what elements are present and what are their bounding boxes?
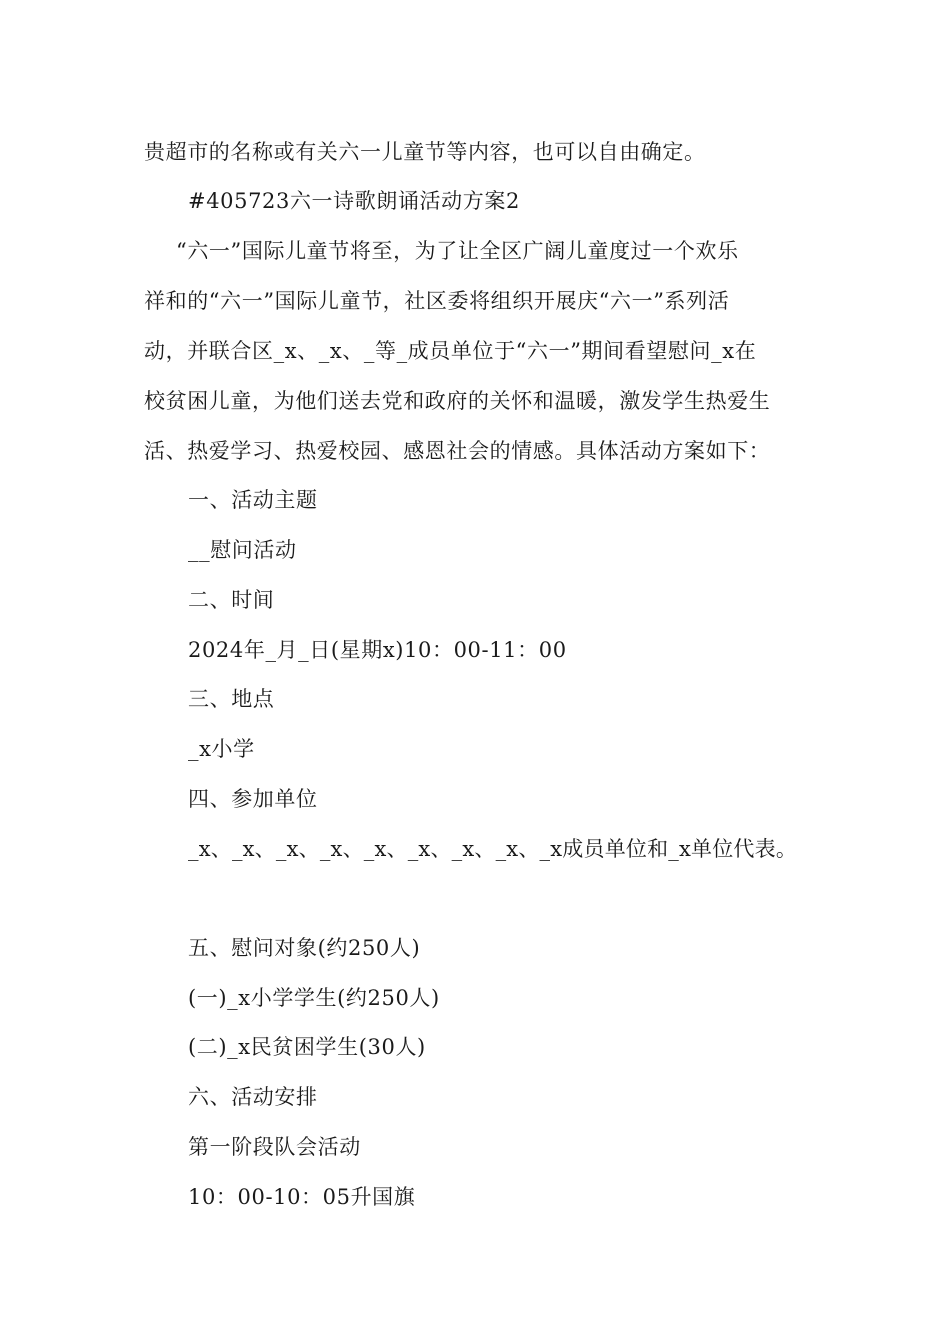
- section-heading: 二、时间: [188, 588, 275, 612]
- paragraph-line: (一)_x小学学生(约250人): [188, 986, 440, 1010]
- section-heading: 六、活动安排: [188, 1085, 318, 1109]
- paragraph-line: _x小学: [188, 737, 255, 761]
- paragraph-line: “六一”国际儿童节将至，为了让全区广阔儿童度过一个欢乐: [176, 239, 739, 263]
- paragraph-line: 校贫困儿童，为他们送去党和政府的关怀和温暖，激发学生热爱生: [144, 389, 771, 413]
- paragraph-line: 第一阶段队会活动: [188, 1135, 361, 1159]
- paragraph-line: __慰问活动: [188, 538, 297, 562]
- paragraph-line: 2024年_月_日(星期x)10：00-11：00: [188, 638, 567, 662]
- paragraph-line: (二)_x民贫困学生(30人): [188, 1035, 426, 1059]
- paragraph-line: 活、热爱学习、热爱校园、感恩社会的情感。具体活动方案如下：: [144, 439, 771, 463]
- paragraph-line: 祥和的“六一”国际儿童节，社区委将组织开展庆“六一”系列活: [144, 289, 730, 313]
- section-heading: 一、活动主题: [188, 488, 318, 512]
- paragraph-line: _x、_x、_x、_x、_x、_x、_x、_x、_x成员单位和_x单位代表。: [188, 837, 798, 861]
- section-heading: 三、地点: [188, 687, 275, 711]
- paragraph-line: 10：00-10：05升国旗: [188, 1185, 416, 1209]
- section-heading: 五、慰问对象(约250人): [188, 936, 421, 960]
- paragraph-line: 贵超市的名称或有关六一儿童节等内容，也可以自由确定。: [144, 140, 706, 164]
- paragraph-line: 动，并联合区_x、_x、_等_成员单位于“六一”期间看望慰问_x在: [144, 339, 757, 363]
- section-heading: 四、参加单位: [188, 787, 318, 811]
- section-heading: #405723六一诗歌朗诵活动方案2: [188, 189, 520, 213]
